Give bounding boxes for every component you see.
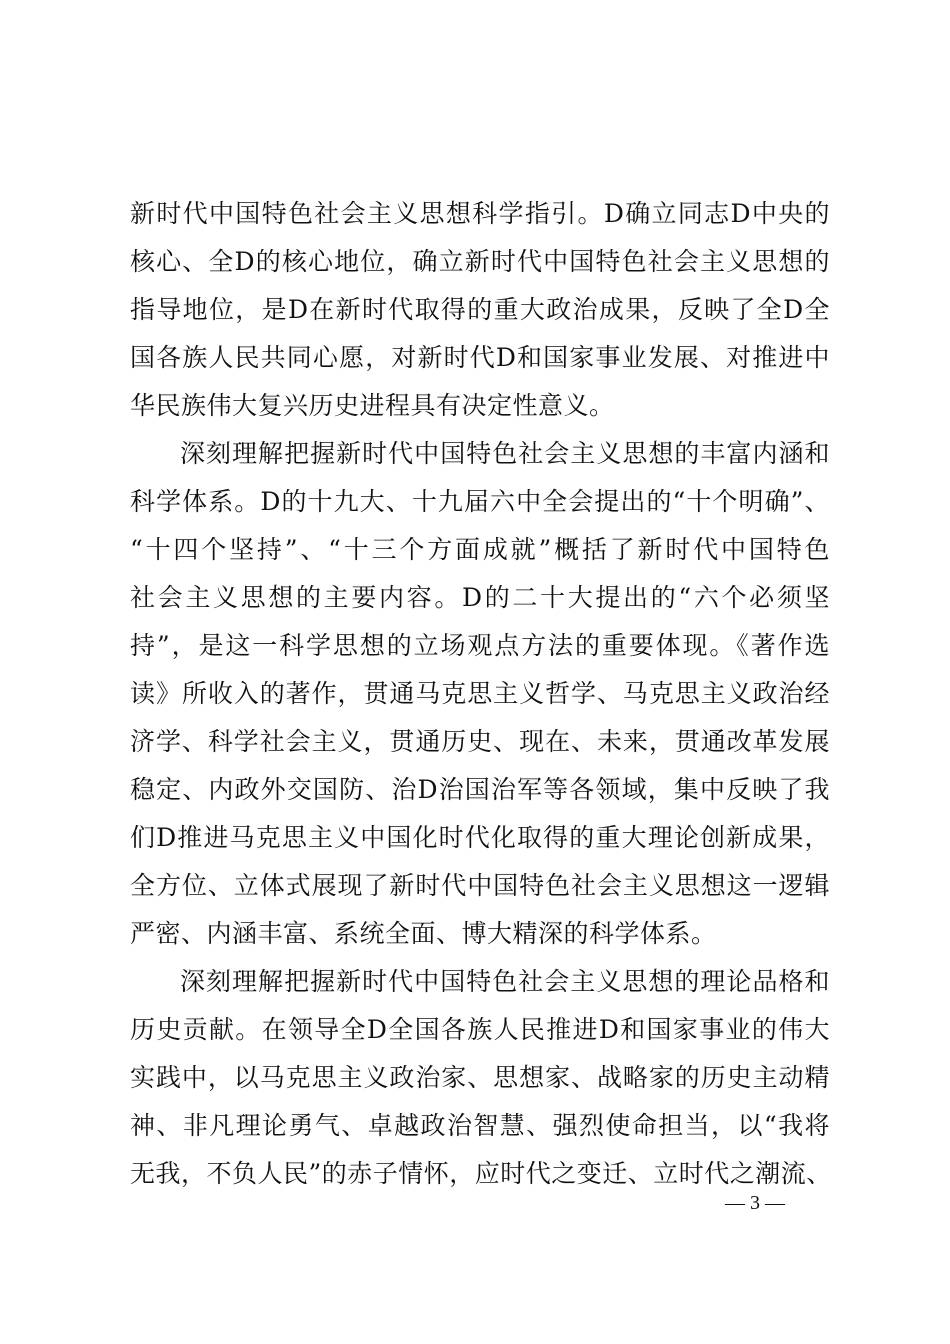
paragraph-2 (130, 430, 830, 958)
text-line: 深刻理解把握新时代中国特色社会主义思想的丰富内涵和 (180, 439, 830, 468)
page-number: — 3 — (725, 1192, 785, 1214)
text-line: 国各族人民共同心愿，对新时代D和国家事业发展、对推进中 (130, 343, 830, 372)
text-line: 华民族伟大复兴历史进程具有决定性意义。 (130, 391, 615, 420)
text-line: 科学体系。D的十九大、十九届六中全会提出的“十个明确”、 (130, 487, 830, 516)
text-line: “十四个坚持”、“十三个方面成就”概括了新时代中国特色 (130, 535, 830, 564)
text-line: 指导地位，是D在新时代取得的重大政治成果，反映了全D全 (130, 295, 830, 324)
text-line: 核心、全D的核心地位，确立新时代中国特色社会主义思想的 (130, 247, 830, 276)
body-text (130, 190, 830, 1198)
text-line: 深刻理解把握新时代中国特色社会主义思想的理论品格和 (180, 967, 830, 996)
text-line: 神、非凡理论勇气、卓越政治智慧、强烈使命担当，以“我将 (130, 1111, 830, 1140)
text-line: 稳定、内政外交国防、治D治国治军等各领域，集中反映了我 (130, 775, 830, 804)
text-line: 持”，是这一科学思想的立场观点方法的重要体现。《著作选 (130, 631, 830, 660)
paragraph-3 (130, 958, 830, 1198)
text-line: 全方位、立体式展现了新时代中国特色社会主义思想这一逻辑 (130, 871, 830, 900)
text-line: 历史贡献。在领导全D全国各族人民推进D和国家事业的伟大 (130, 1015, 830, 1044)
text-line: 实践中，以马克思主义政治家、思想家、战略家的历史主动精 (130, 1063, 830, 1092)
text-line: 济学、科学社会主义，贯通历史、现在、未来，贯通改革发展 (130, 727, 830, 756)
text-line: 们D推进马克思主义中国化时代化取得的重大理论创新成果， (130, 823, 830, 852)
text-line: 读》所收入的著作，贯通马克思主义哲学、马克思主义政治经 (130, 679, 830, 708)
text-line: 无我，不负人民”的赤子情怀，应时代之变迁、立时代之潮流、 (130, 1159, 832, 1188)
text-line: 新时代中国特色社会主义思想科学指引。D确立同志D中央的 (130, 199, 830, 228)
text-line: 社会主义思想的主要内容。D的二十大提出的“六个必须坚 (130, 583, 830, 612)
paragraph-1 (130, 190, 830, 430)
text-line: 严密、内涵丰富、系统全面、博大精深的科学体系。 (130, 919, 717, 948)
